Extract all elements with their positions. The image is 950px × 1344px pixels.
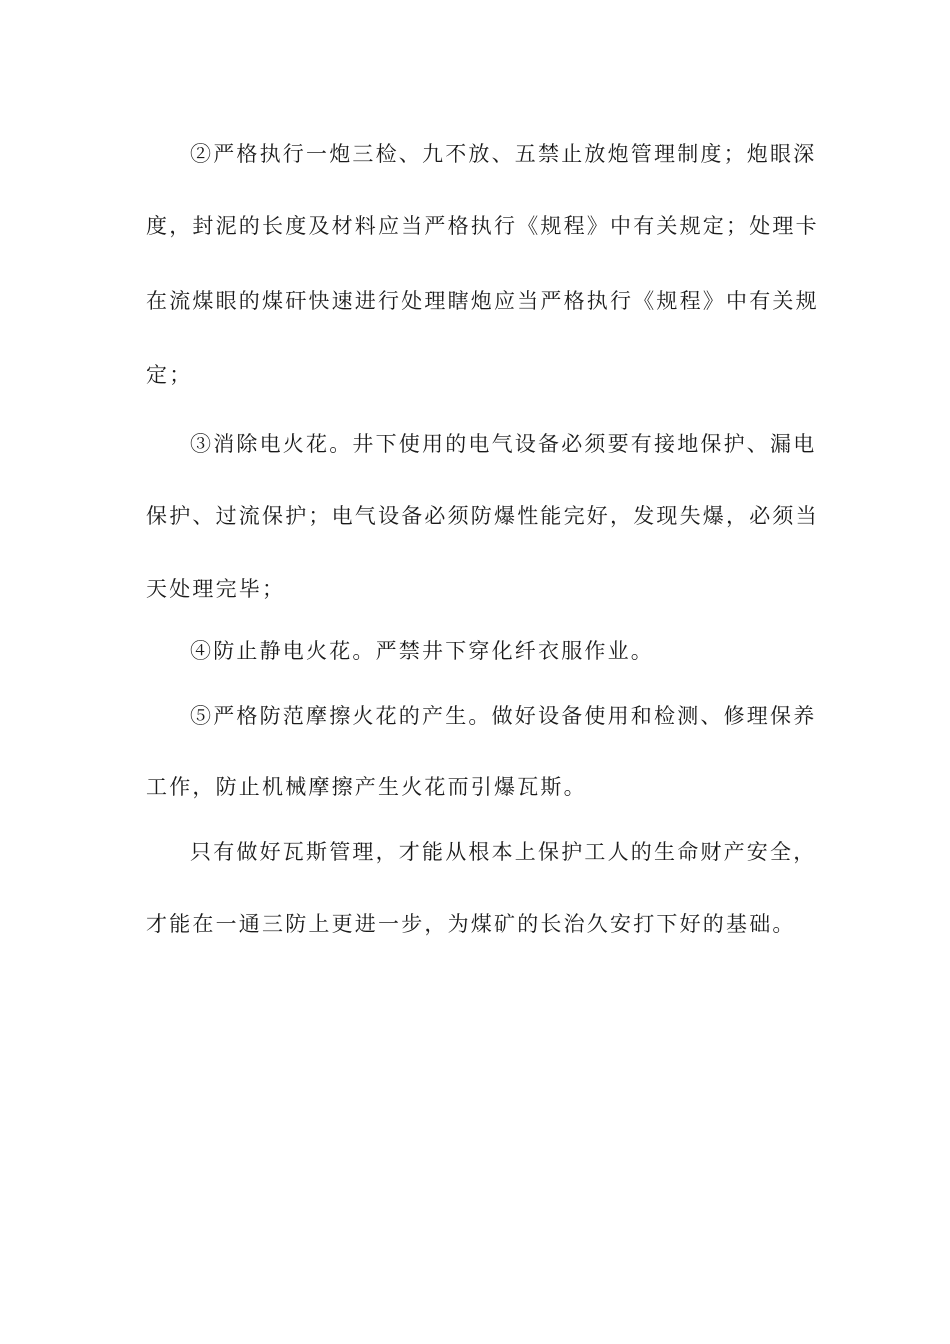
paragraph-2-line-4: 定； <box>146 363 193 387</box>
paragraph-3-line-1: ③消除电火花。井下使用的电气设备必须要有接地保护、漏电 <box>190 432 817 456</box>
paragraph-3-line-2: 保护、过流保护；电气设备必须防爆性能完好，发现失爆，必须当 <box>146 504 819 528</box>
paragraph-5-line-1: ⑤严格防范摩擦火花的产生。做好设备使用和检测、修理保养 <box>190 704 817 728</box>
paragraph-2-line-1: ②严格执行一炮三检、九不放、五禁止放炮管理制度；炮眼深 <box>190 142 817 166</box>
paragraph-4-line-1: ④防止静电火花。严禁井下穿化纤衣服作业。 <box>190 639 654 663</box>
paragraph-2-line-3: 在流煤眼的煤矸快速进行处理瞎炮应当严格执行《规程》中有关规 <box>146 289 819 313</box>
paragraph-6-line-1: 只有做好瓦斯管理，才能从根本上保护工人的生命财产安全， <box>190 840 817 864</box>
paragraph-3-line-3: 天处理完毕； <box>146 577 286 601</box>
paragraph-2-line-2: 度，封泥的长度及材料应当严格执行《规程》中有关规定；处理卡 <box>146 214 819 238</box>
paragraph-5-line-2: 工作，防止机械摩擦产生火花而引爆瓦斯。 <box>146 775 587 799</box>
paragraph-6-line-2: 才能在一通三防上更进一步，为煤矿的长治久安打下好的基础。 <box>146 912 796 936</box>
